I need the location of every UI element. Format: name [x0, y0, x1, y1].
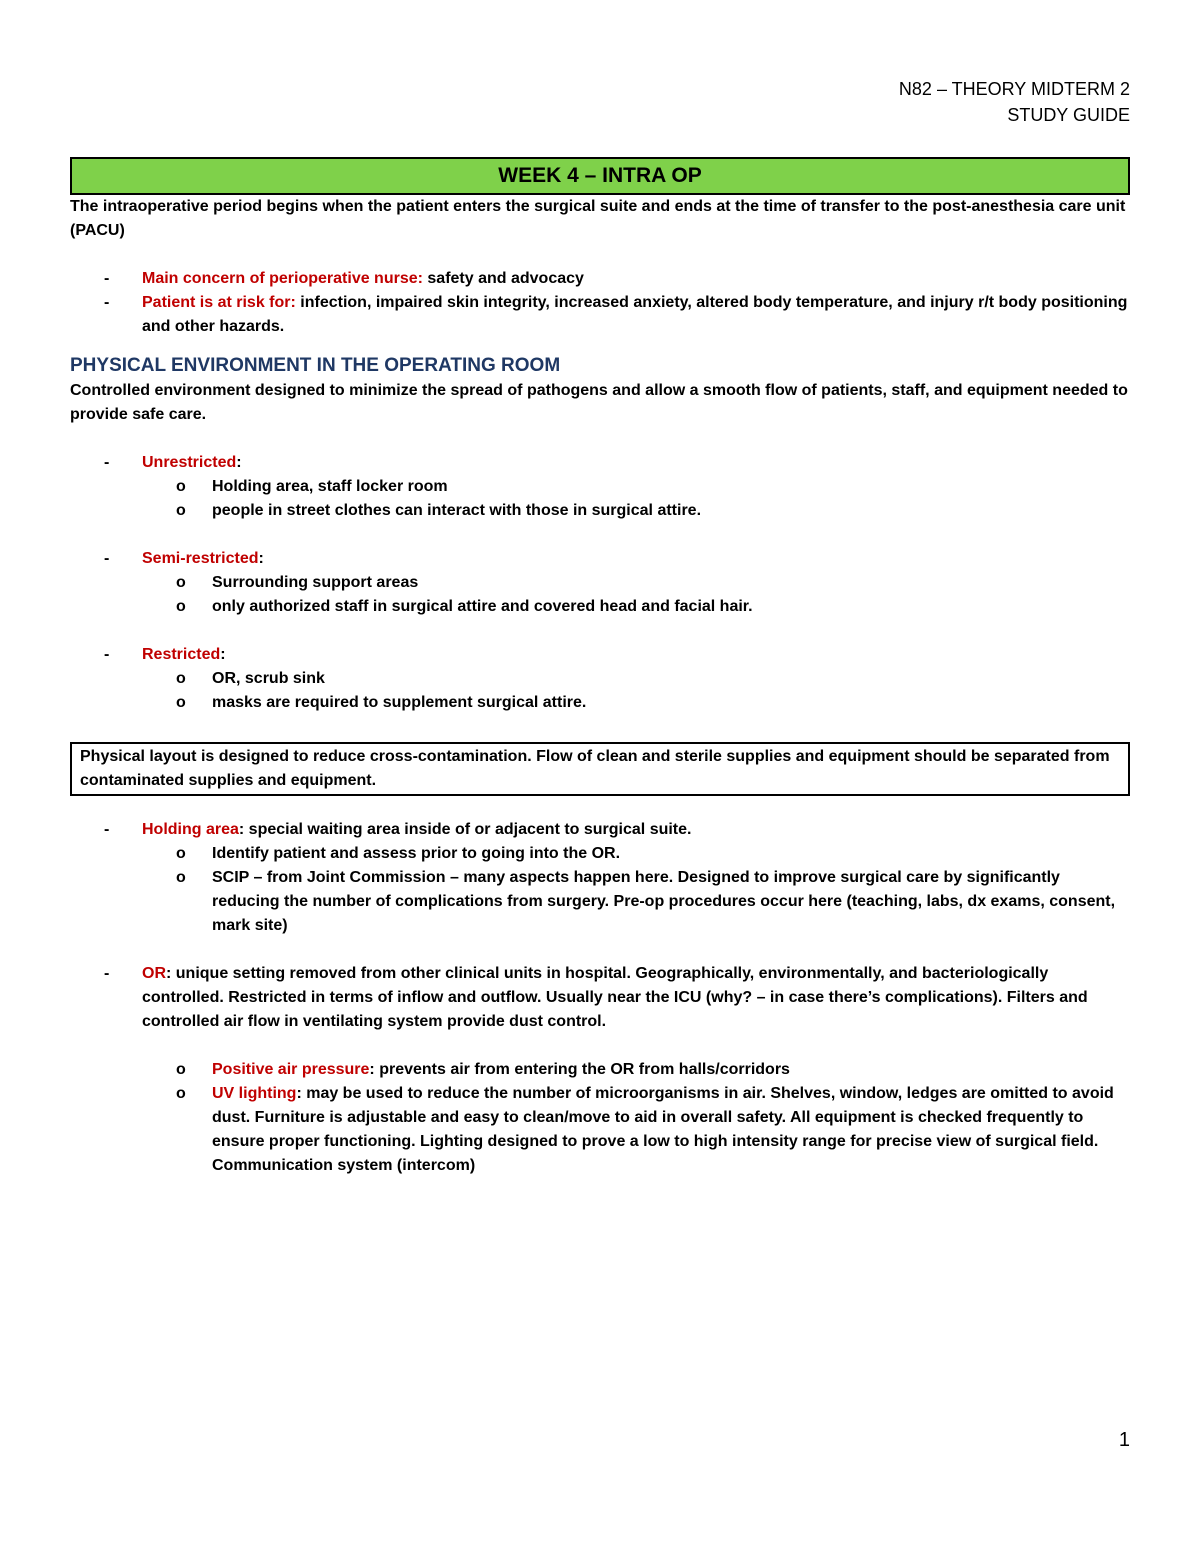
sub-list-item: o UV lighting: may be used to reduce the number of microorganisms in air. Shelves, window, ledges are omitted to avoid dust. Furniture is adjustable and easy to clean/move to aid in overall safety. All equipment is checked frequently to ensure proper functioning. Lighting designed to prove a low to high intensity range for precise view of surgical field. Communication system (intercom) — [70, 1082, 1130, 1178]
circle-marker: o — [176, 670, 186, 687]
list-item — [70, 267, 1130, 291]
circle-marker: o — [176, 574, 186, 591]
callout-box: Physical layout is designed to reduce cross-contamination. Flow of clean and sterile supplies and equipment should be separated from contaminated supplies and equipment. — [70, 742, 1130, 796]
sub-list-item: o SCIP – from Joint Commission – many aspects happen here. Designed to improve surgical care by significantly reducing the number of complications from surgery. Pre-op procedures occur here (teaching, labs, dx exams, consent, mark site) — [70, 866, 1130, 938]
sub-list-item: o Surrounding support areas — [70, 571, 1130, 595]
list-item: - Restricted: — [70, 643, 1130, 667]
section-title-banner: WEEK 4 – INTRA OP — [70, 157, 1130, 195]
circle-marker: o — [176, 478, 186, 495]
bullet-text: infection, impaired skin integrity, increased anxiety, altered body temperature, and injury r/t body positioning and other hazards. — [142, 294, 1128, 335]
bullet-text: safety and advocacy — [422, 270, 584, 287]
circle-marker: o — [176, 869, 186, 886]
header-course-title: N82 – THEORY MIDTERM 2 — [898, 79, 1130, 99]
bullet-text: : unique setting removed from other clinical units in hospital. Geographically, environmentally, and bacteriologically controlled. Restricted in terms of inflow and outflow. Usually near the ICU (why? – in case there’s complications). Filters and controlled air flow in ventilating system provide dust control. — [142, 965, 1088, 1030]
sub-list-item: o only authorized staff in surgical attire and covered head and facial hair. — [70, 595, 1130, 619]
bullet-label: Patient is at risk for: — [142, 294, 296, 311]
zone-label: Semi-restricted — [142, 550, 259, 567]
dash-marker: - — [104, 821, 110, 838]
dash-marker: - — [104, 646, 110, 663]
document-page — [70, 0, 1130, 1553]
bullet-text: : special waiting area inside of or adjacent to surgical suite. — [238, 821, 692, 838]
dash-marker: - — [104, 270, 110, 287]
bullet-label: Holding area — [142, 821, 239, 838]
sub-label: UV lighting — [212, 1085, 297, 1102]
zone-label: Unrestricted — [142, 454, 237, 471]
sub-list-item: o Positive air pressure: prevents air from entering the OR from halls/corridors — [70, 1058, 1130, 1082]
document-body — [70, 195, 1130, 1178]
dash-marker: - — [104, 965, 110, 982]
list-item — [70, 818, 1130, 842]
list-item — [70, 291, 1130, 339]
list-item — [70, 962, 1130, 1034]
sub-list-item: o Identify patient and assess prior to going into the OR. — [70, 842, 1130, 866]
dash-marker: - — [104, 294, 110, 311]
page-number: 1 — [1118, 1429, 1130, 1451]
sub-list-item: o Holding area, staff locker room — [70, 475, 1130, 499]
circle-marker: o — [176, 598, 186, 615]
sub-label: Positive air pressure — [212, 1061, 370, 1078]
sub-list-item: o OR, scrub sink — [70, 667, 1130, 691]
section-heading: PHYSICAL ENVIRONMENT IN THE OPERATING ROOM — [70, 355, 561, 376]
circle-marker: o — [176, 845, 186, 862]
bullet-label: Main concern of perioperative nurse: — [142, 270, 423, 287]
header-subtitle: STUDY GUIDE — [1007, 105, 1130, 125]
circle-marker: o — [176, 1061, 186, 1078]
page-header — [899, 76, 1130, 128]
list-item: - Semi-restricted: — [70, 547, 1130, 571]
list-item: - Unrestricted: — [70, 451, 1130, 475]
dash-marker: - — [104, 550, 110, 567]
section-description: Controlled environment designed to minimize the spread of pathogens and allow a smooth flow of patients, staff, and equipment needed to provide safe care. — [70, 382, 1128, 423]
intro-paragraph: The intraoperative period begins when the patient enters the surgical suite and ends at the time of transfer to the post-anesthesia care unit (PACU) — [70, 198, 1126, 239]
sub-list-item: o people in street clothes can interact with those in surgical attire. — [70, 499, 1130, 523]
zone-label: Restricted — [142, 646, 221, 663]
sub-list-item: o masks are required to supplement surgical attire. — [70, 691, 1130, 715]
circle-marker: o — [176, 1085, 186, 1102]
circle-marker: o — [176, 502, 186, 519]
bullet-label: OR — [142, 965, 166, 982]
circle-marker: o — [176, 694, 186, 711]
dash-marker: - — [104, 454, 110, 471]
